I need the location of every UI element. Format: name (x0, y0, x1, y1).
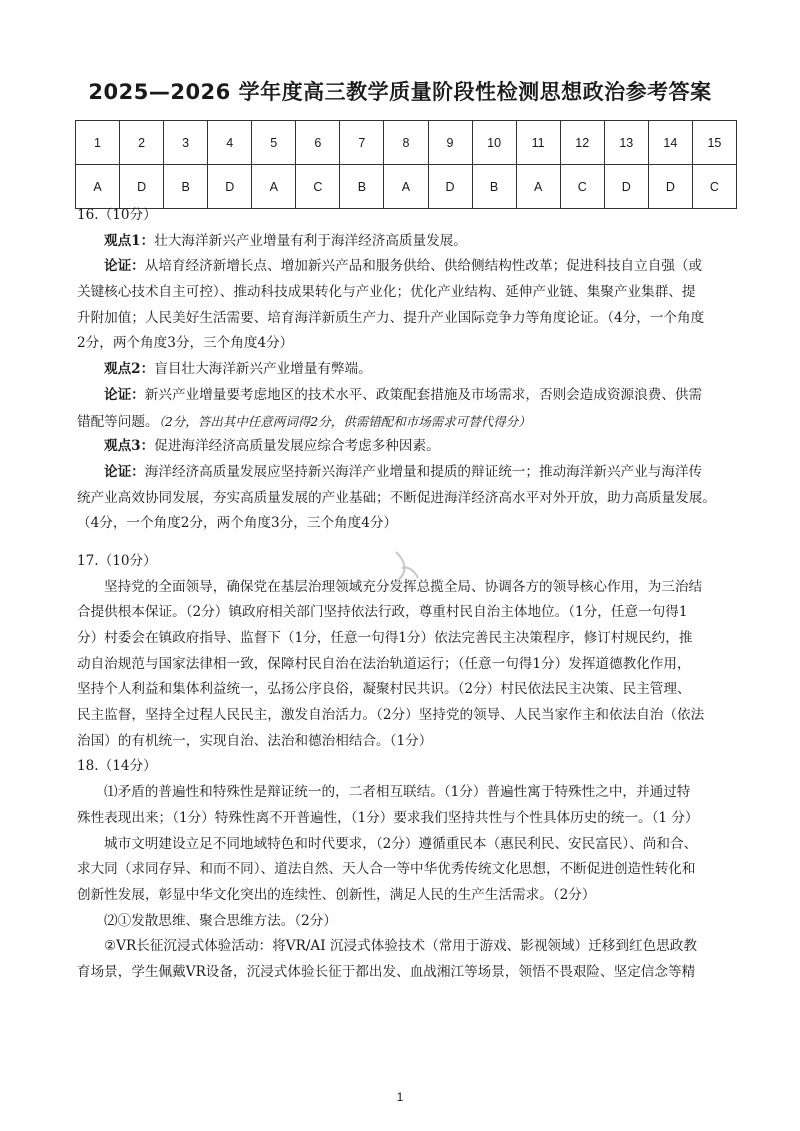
text-line (77, 703, 737, 729)
text-line (77, 511, 737, 537)
answer-cell: D (648, 165, 692, 209)
text-line (77, 729, 737, 755)
line-text: 从培育经济新增长点、增加新兴产品和服务供给、供给侧结构性改革；促进科技自立自强（或 (144, 258, 703, 275)
line-label: 论证： (104, 258, 145, 275)
line-label: 观点2： (104, 361, 155, 378)
line-text: 升附加值；人民美好生活需要、培育海洋新质生产力、提升产业国际竞争力等角度论证。（4分，一个角度 (77, 309, 705, 326)
question-number-cell: 12 (560, 121, 604, 165)
answer-table-answer-row (76, 165, 737, 209)
line-text: 育场景，学生佩戴VR设备，沉浸式体验长征于都出发、血战湘江等场景，领悟不畏艰险、坚定信念等精 (77, 963, 696, 980)
text-line (77, 203, 737, 229)
line-text: ⑴矛盾的普遍性和特殊性是辩证统一的，二者相互联结。（1分）普遍性寓于特殊性之中，并通过特 (104, 784, 691, 801)
answer-cell: A (516, 165, 560, 209)
text-line (77, 677, 737, 703)
question-number-cell: 4 (208, 121, 252, 165)
text-line (77, 306, 737, 332)
scribble-mark (388, 548, 422, 588)
line-text: 坚持个人利益和集体利益统一，弘扬公序良俗，凝聚村民共识。（2分）村民依法民主决策、民主管理、 (77, 681, 691, 698)
answer-cell: D (120, 165, 164, 209)
text-line (77, 383, 737, 409)
text-line (77, 434, 737, 460)
question-number-cell: 10 (472, 121, 516, 165)
line-label: 论证： (104, 463, 145, 480)
question-number-cell: 15 (692, 121, 736, 165)
line-text: 民主监督，坚持全过程人民民主，激发自治活力。（2分）坚持党的领导、人民当家作主和依法自治（依法 (77, 707, 705, 724)
line-label: 观点3： (104, 438, 155, 455)
line-text: 海洋经济高质量发展应坚持新兴海洋产业增量和提质的辩证统一；推动海洋新兴产业与海洋传 (144, 463, 703, 480)
text-line (77, 409, 737, 435)
line-text: 治国）的有机统一，实现自治、法治和德治相结合。（1分） (77, 732, 433, 749)
text-line (77, 331, 737, 357)
line-text: 17.（10分） (77, 552, 157, 569)
answer-cell: B (472, 165, 516, 209)
answer-cell: D (428, 165, 472, 209)
text-line (77, 460, 737, 486)
text-line (77, 934, 737, 960)
question-number-cell: 6 (296, 121, 340, 165)
line-text: 统产业高效协同发展，夯实高质量发展的产业基础；不断促进海洋经济高水平对外开放，助力高质量发展。 (77, 489, 716, 506)
answer-cell: C (692, 165, 736, 209)
line-label: 观点1： (104, 232, 155, 249)
line-text: 2分，两个角度3分，三个角度4分） (77, 335, 294, 352)
line-label: 论证： (104, 386, 145, 403)
page-number: 1 (396, 1090, 404, 1104)
text-line (77, 857, 737, 883)
text-line (77, 229, 737, 255)
answer-table (75, 120, 737, 209)
text-line (77, 254, 737, 280)
line-text: 城市文明建设立足不同地域特色和时代要求，（2分）遵循重民本（惠民利民、安民富民）、尚和合、 (104, 835, 698, 852)
question-number-cell: 2 (120, 121, 164, 165)
text-line (77, 883, 737, 909)
line-text: 求大同（求同存异、和而不同）、道法自然、天人合一等中华优秀传统文化思想，不断促进创造性转化和 (77, 861, 696, 878)
line-text: 创新性发展，彰显中华文化突出的连续性、创新性，满足人民的生产生活需求。（2分） (77, 886, 596, 903)
text-line (77, 960, 737, 986)
answer-body (77, 203, 737, 986)
line-text: 错配等问题。 (77, 413, 159, 430)
question-number-cell: 14 (648, 121, 692, 165)
line-text: 促进海洋经济高质量发展应综合考虑多种因素。 (154, 438, 440, 455)
question-number-cell: 13 (604, 121, 648, 165)
answer-cell: A (76, 165, 120, 209)
text-line (77, 280, 737, 306)
line-text: 新兴产业增量要考虑地区的技术水平、政策配套措施及市场需求，否则会造成资源浪费、供需 (144, 386, 703, 403)
line-text: 分）村委会在镇政府指导、监督下（1分，任意一句得1分）依法完善民主决策程序，修订村规民约，推 (77, 630, 693, 646)
text-line (77, 626, 737, 652)
text-line (77, 909, 737, 935)
answer-cell: B (340, 165, 384, 209)
question-number-cell: 11 (516, 121, 560, 165)
answer-cell: A (384, 165, 428, 209)
answer-cell: D (208, 165, 252, 209)
line-text: 动自治规范与国家法律相一致，保障村民自治在法治轨道运行；（任意一句得1分）发挥道德教化作用， (77, 655, 691, 672)
line-text: 16.（10分） (77, 207, 157, 223)
text-line (77, 780, 737, 806)
text-line (77, 754, 737, 780)
answer-cell: C (560, 165, 604, 209)
line-text: 合提供根本保证。（2分）镇政府相关部门坚持依法行政，尊重村民自治主体地位。（1分，任意一句得1 (77, 604, 688, 621)
line-text: ②VR长征沉浸式体验活动：将VR/AI 沉浸式体验技术（常用于游戏、影视领域）迁移到红色思政教 (104, 938, 697, 955)
question-number-cell: 1 (76, 121, 120, 165)
answer-cell: C (296, 165, 340, 209)
line-text: 坚持党的全面领导，确保党在基层治理领域充分发挥总揽全局、协调各方的领导核心作用，为三治结 (104, 578, 703, 595)
answer-cell: A (252, 165, 296, 209)
question-number-cell: 7 (340, 121, 384, 165)
text-line (77, 832, 737, 858)
question-number-cell: 8 (384, 121, 428, 165)
text-line (77, 486, 737, 512)
line-text: 关键核心技术自主可控）、推动科技成果转化与产业化；优化产业结构、延伸产业链、集聚产业集群、提 (77, 284, 696, 301)
scoring-note: （2分，答出其中任意两词得2分，供需错配和市场需求可替代得分） (158, 413, 531, 429)
line-text: （4分，一个角度2分，两个角度3分，三个角度4分） (77, 515, 398, 532)
text-line (77, 652, 737, 678)
text-line (77, 600, 737, 626)
line-text: 殊性表现出来；（1分）特殊性离不开普遍性，（1分）要求我们坚持共性与个性具体历史的统一。（1 分） (77, 809, 699, 826)
question-number-cell: 3 (164, 121, 208, 165)
line-text: 盲目壮大海洋新兴产业增量有弊端。 (154, 361, 372, 378)
question-number-cell: 9 (428, 121, 472, 165)
question-number-cell: 5 (252, 121, 296, 165)
line-text: ⑵①发散思维、聚合思维方法。（2分） (104, 912, 337, 929)
page-title: 2025—2026 学年度高三教学质量阶段性检测思想政治参考答案 (88, 80, 712, 104)
text-line (77, 806, 737, 832)
answer-table-number-row (76, 121, 737, 165)
line-text: 18.（14分） (77, 758, 157, 775)
text-line (77, 357, 737, 383)
answer-cell: B (164, 165, 208, 209)
answer-cell: D (604, 165, 648, 209)
line-text: 壮大海洋新兴产业增量有利于海洋经济高质量发展。 (154, 232, 467, 249)
